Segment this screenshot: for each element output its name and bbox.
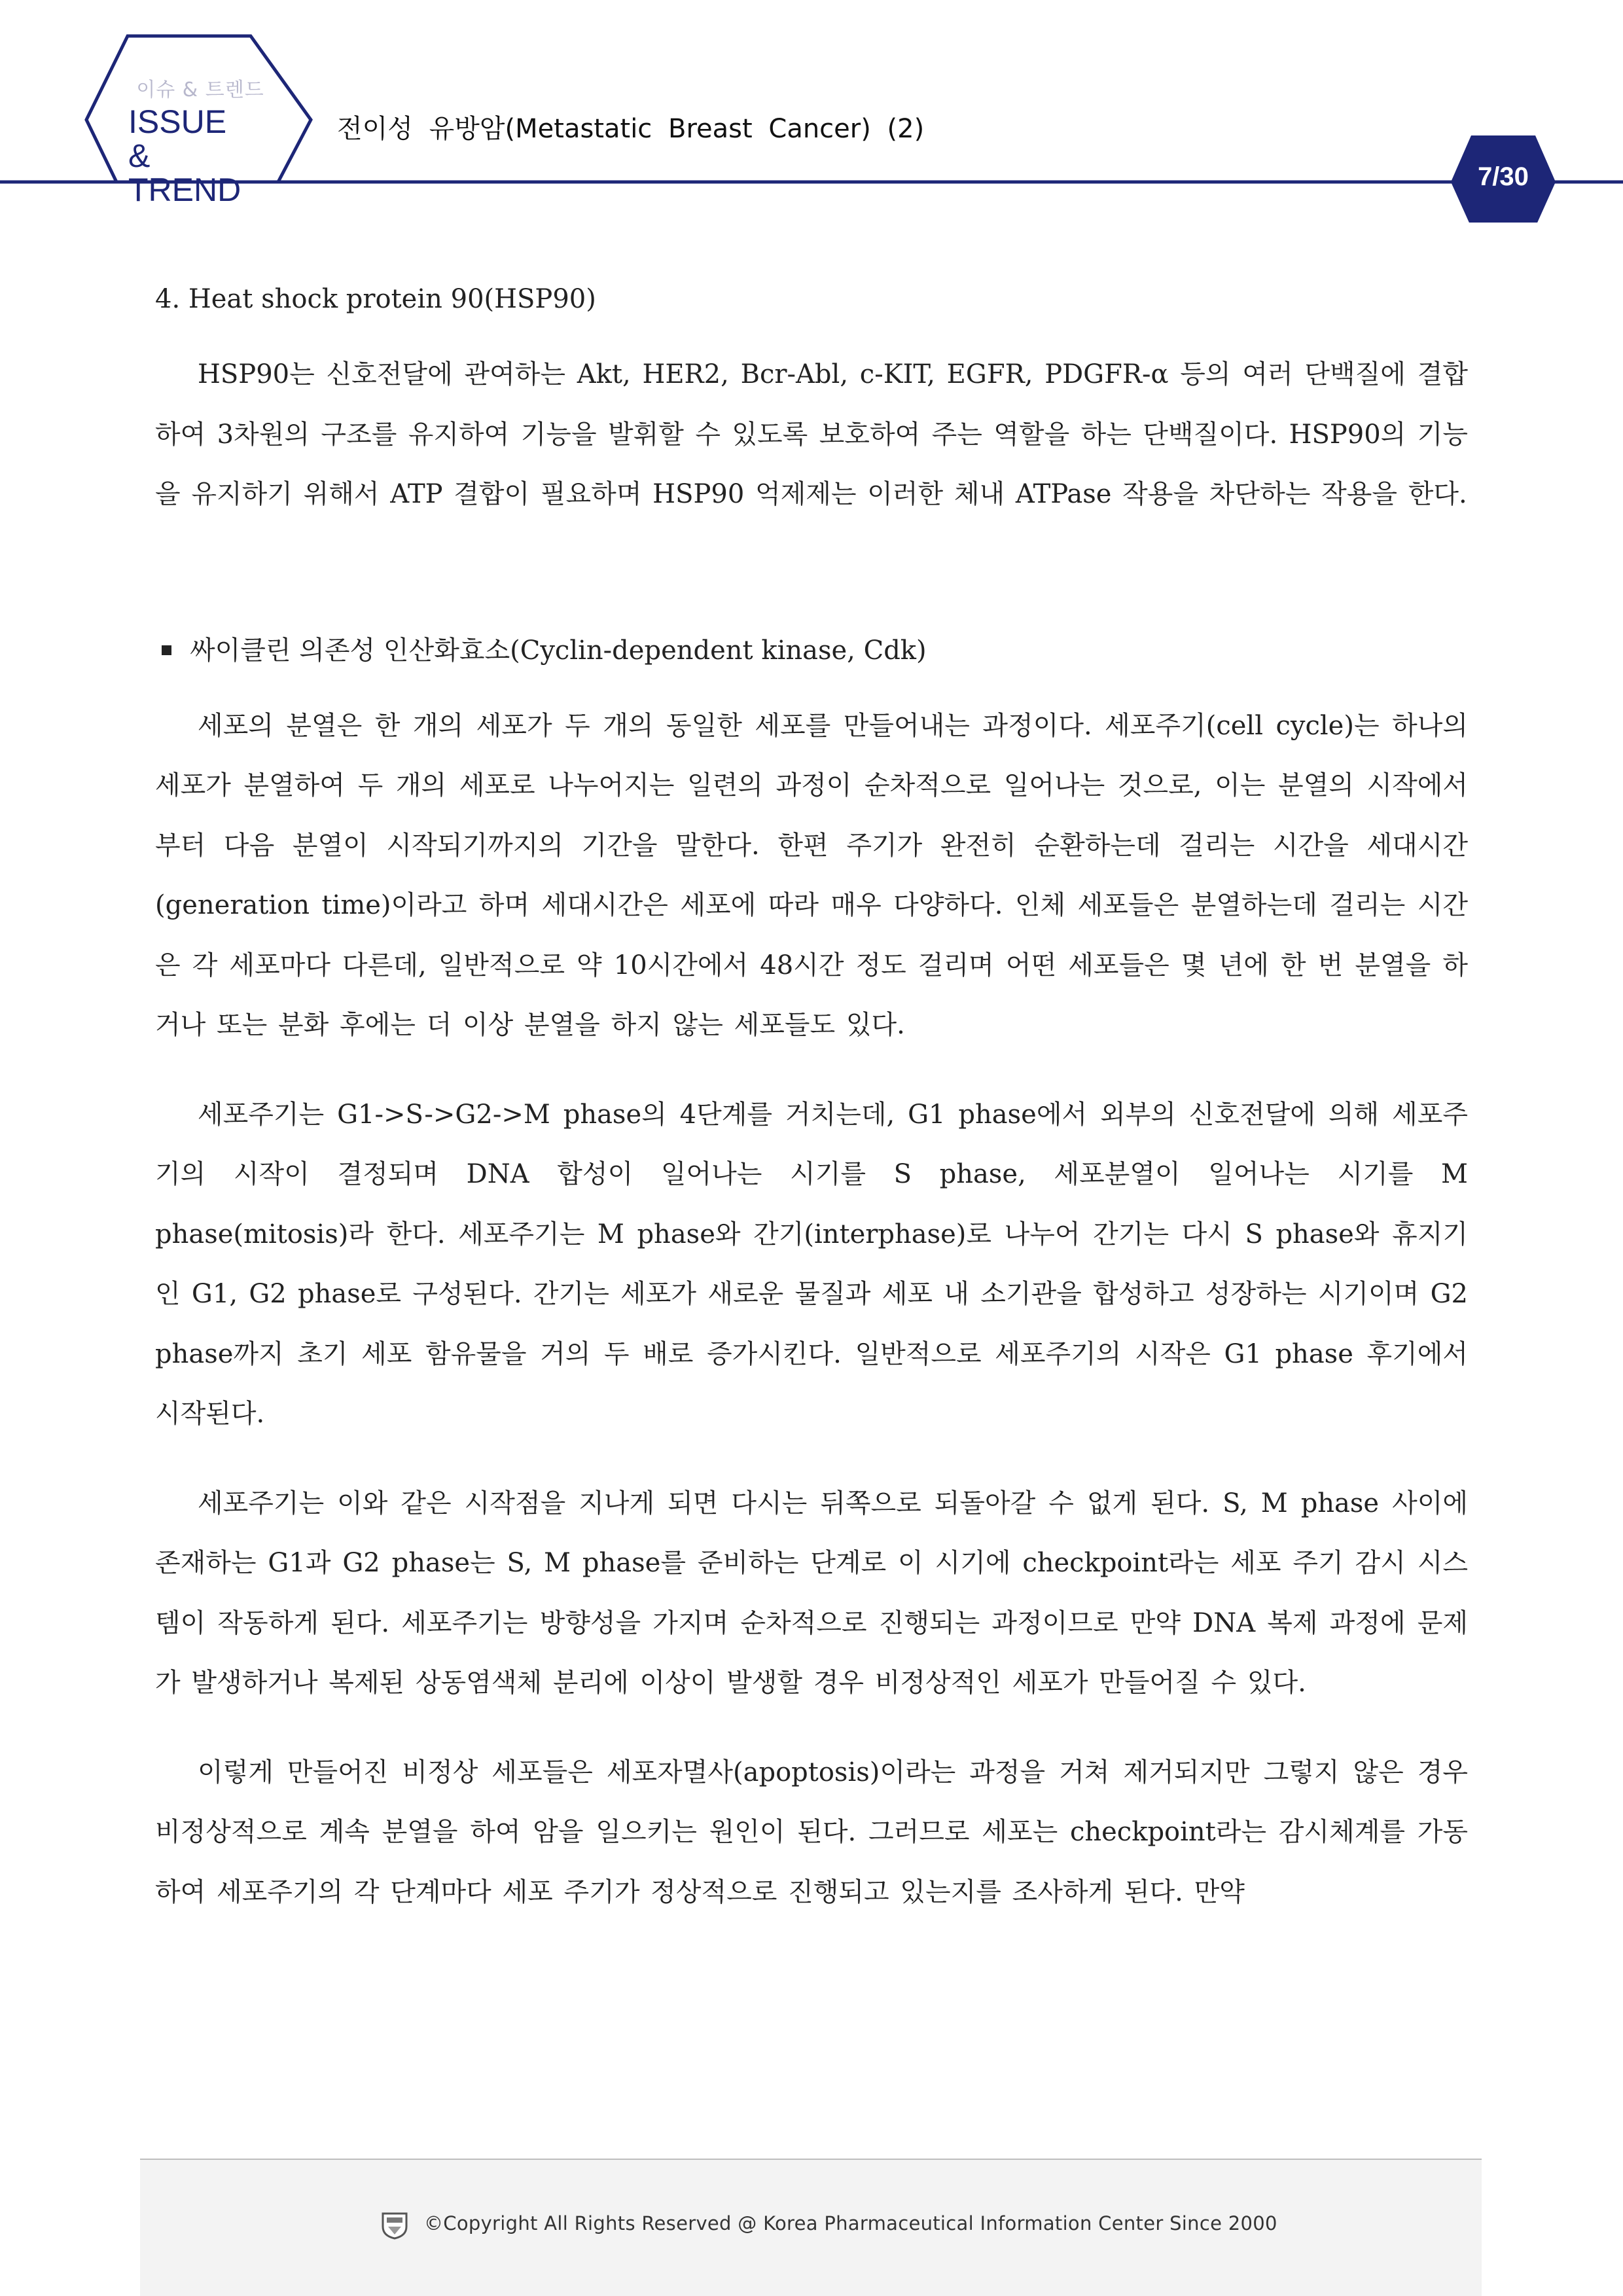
badge-line-issue: ISSUE & [128, 103, 227, 174]
cdk-paragraph-1: 세포의 분열은 한 개의 세포가 두 개의 동일한 세포를 만들어내는 과정이다. 세포주기(cell cycle)는 하나의 세포가 분열하여 두 개의 세포로 나누어지는 일련의 과정이 순차적으로 일어나는 것으로, 이는 분열의 시작에서부터 다음 분열이 시작되기까지의 기간을 말한다. 한편 주기가 완전히 순환하는데 걸리는 시간을 세대시간(generation time)이라고 하며 세대시간은 세포에 따라 매우 다양하다. 인체 세포들은 분열하는데 걸리는 시간은 각 세포마다 다른데, 일반적으로 약 10시간에서 48시간 정도 걸리며 어떤 세포들은 몇 년에 한 번 분열을 하거나 또는 분화 후에는 더 이상 분열을 하지 않는 세포들도 있다. [155, 710, 1468, 1040]
kpic-shield-icon [382, 2211, 408, 2240]
section-heading-cdk [155, 630, 1468, 672]
section-heading-hsp90: 4. Heat shock protein 90(HSP90) [155, 284, 596, 314]
document-title: 전이성 유방암(Metastatic Breast Cancer) (2) [337, 114, 925, 144]
badge-korean-label: 이슈 & 트렌드 [136, 79, 264, 101]
cdk-paragraph-4: 이렇게 만들어진 비정상 세포들은 세포자멸사(apoptosis)이라는 과정을 거쳐 제거되지만 그렇지 않은 경우 비정상적으로 계속 분열을 하여 암을 일으키는 원인이 된다. 그러므로 세포는 checkpoint라는 감시체계를 가동하여 세포주기의 각 단계마다 세포 주기가 정상적으로 진행되고 있는지를 조사하게 된다. 만약 [155, 1757, 1468, 1907]
page-header [0, 0, 1623, 223]
badge-line-trend: TREND [128, 171, 241, 208]
cdk-paragraph-3: 세포주기는 이와 같은 시작점을 지나게 되면 다시는 뒤쪽으로 되돌아갈 수 없게 된다. S, M phase 사이에 존재하는 G1과 G2 phase는 S, M phase를 준비하는 단계로 이 시기에 checkpoint라는 세포 주기 감시 시스템이 작동하게 된다. 세포주기는 방향성을 가지며 순차적으로 진행되는 과정이므로 만약 DNA 복제 과정에 문제가 발생하거나 복제된 상동염색체 분리에 이상이 발생할 경우 비정상적인 세포가 만들어질 수 있다. [155, 1488, 1468, 1698]
cdk-paragraph-2: 세포주기는 G1->S->G2->M phase의 4단계를 거치는데, G1 phase에서 외부의 신호전달에 의해 세포주기의 시작이 결정되며 DNA 합성이 일어나는 시기를 S phase, 세포분열이 일어나는 시기를 M phase(mitosis)라 한다. 세포주기는 M phase와 간기(interphase)로 나누어 간기는 다시 S phase와 휴지기인 G1, G2 phase로 구성된다. 간기는 세포가 새로운 물질과 세포 내 소기관을 합성하고 성장하는 시기이며 G2 phase까지 초기 세포 함유물을 거의 두 배로 증가시킨다. 일반적으로 세포주기의 시작은 G1 phase 후기에서 시작된다. [155, 1099, 1468, 1429]
article-body [155, 278, 1468, 1922]
square-bullet-icon [162, 645, 171, 655]
badge-english-label [128, 105, 246, 207]
hsp90-paragraph: HSP90는 신호전달에 관여하는 Akt, HER2, Bcr-Abl, c-KIT, EGFR, PDGFR-α 등의 여러 단백질에 결합하여 3차원의 구조를 유지하여 기능을 발휘할 수 있도록 보호하여 주는 역할을 하는 단백질이다. HSP90의 기능을 유지하기 위해서 ATP 결합이 필요하며 HSP90 억제제는 이러한 체내 ATPase 작용을 차단하는 작용을 한다. [155, 359, 1468, 509]
copyright-text: ©Copyright All Rights Reserved @ Korea Pharmaceutical Information Center Since 2000 [424, 2212, 1277, 2234]
footer-divider [140, 2159, 1482, 2160]
page-number: 7/30 [1478, 162, 1529, 191]
cdk-heading-text: 싸이클린 의존성 인산화효소(Cyclin-dependent kinase, Cdk) [190, 635, 927, 666]
